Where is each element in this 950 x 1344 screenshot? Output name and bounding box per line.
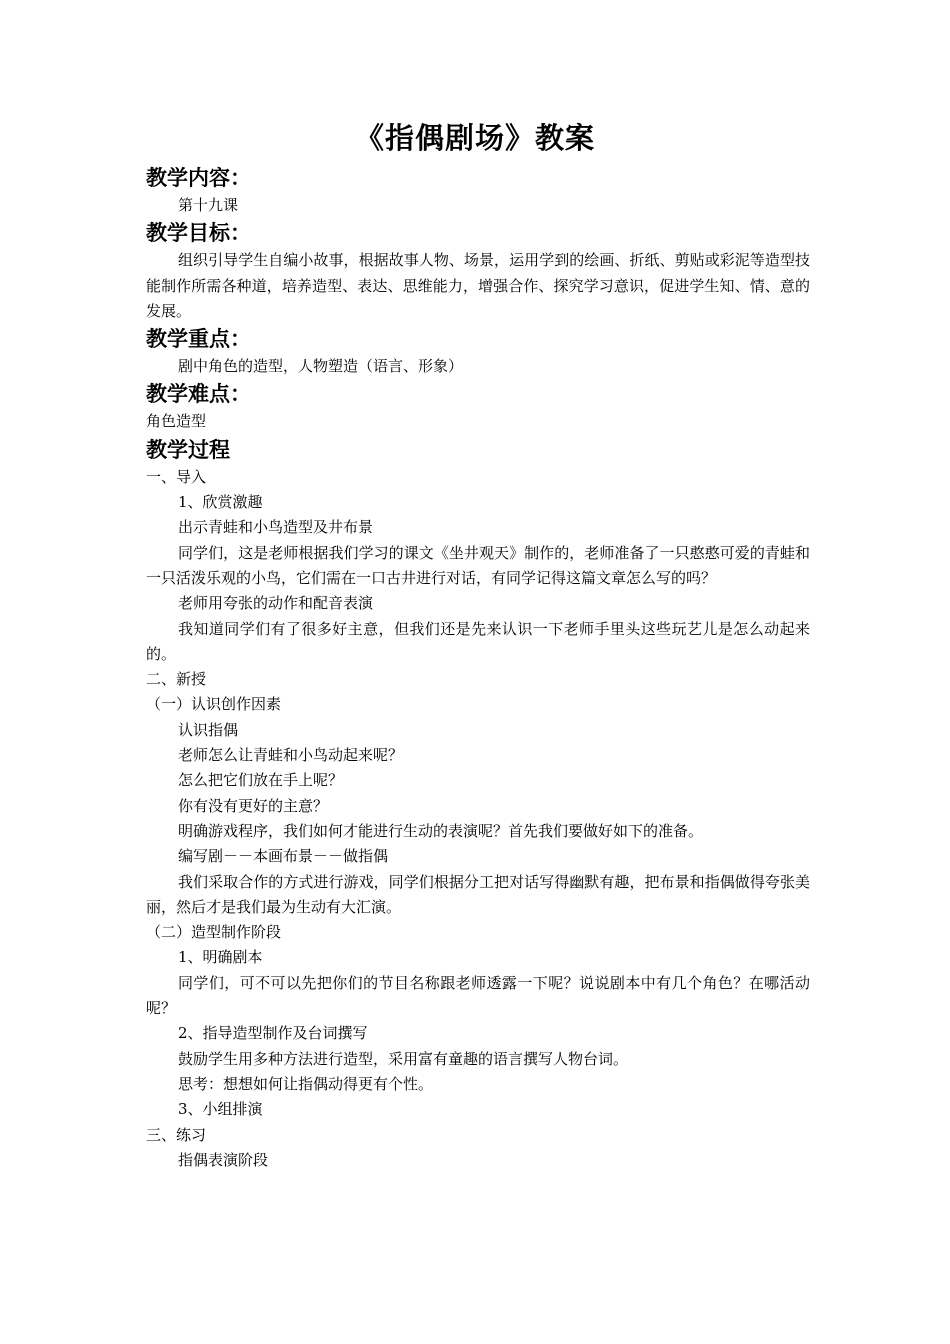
process-line: 思考：想想如何让指偶动得更有个性。 <box>178 1074 434 1093</box>
heading-teaching-content: 教学内容： <box>146 166 251 190</box>
process-line: 1、欣赏激趣 <box>178 493 263 512</box>
heading-key-point: 教学重点： <box>146 327 251 352</box>
document-title: 《指偶剧场》教案 <box>354 121 595 155</box>
process-line: 同学们，可不可以先把你们的节目名称跟老师透露一下呢？说说剧本中有几个角色？在哪活动呢？ <box>146 973 810 1018</box>
document-body <box>146 163 810 1173</box>
process-line: 我知道同学们有了很多好主意，但我们还是先来认识一下老师手里头这些玩艺儿是怎么动起来的。 <box>146 619 810 663</box>
process-line: 明确游戏程序，我们如何才能进行生动的表演呢？首先我们要做好如下的准备。 <box>178 821 704 840</box>
process-line: 出示青蛙和小鸟造型及井布景 <box>178 518 374 537</box>
process-line: 编写剧－－本画布景－－做指偶 <box>178 847 389 866</box>
process-line: 我们采取合作的方式进行游戏，同学们根据分工把对话写得幽默有趣，把布景和指偶做得夸张美丽，然后才是我们最为生动有大汇演。 <box>146 872 810 916</box>
process-line: 怎么把它们放在手上呢？ <box>178 771 344 790</box>
heading-teaching-goal: 教学目标： <box>146 221 251 246</box>
process-line: 你有没有更好的主意？ <box>178 796 329 815</box>
teaching-goal-text: 组织引导学生自编小故事，根据故事人物、场景，运用学到的绘画、折纸、剪贴或彩泥等造型技能制作所需各种道，培养造型、表达、思维能力，增强合作、探究学习意识，促进学生知、情、意的发展。 <box>146 251 810 320</box>
process-line: 指偶表演阶段 <box>178 1150 269 1169</box>
process-line: 3、小组排演 <box>178 1100 263 1119</box>
difficulty-text: 角色造型 <box>146 412 207 431</box>
process-line: （二）造型制作阶段 <box>146 923 282 942</box>
key-point-text: 剧中角色的造型，人物塑造（语言、形象） <box>178 357 464 376</box>
process-line: （一）认识创作因素 <box>146 695 282 714</box>
process-line: 2、指导造型制作及台词撰写 <box>178 1024 368 1043</box>
process-line: 鼓励学生用多种方法进行造型，采用富有童趣的语言撰写人物台词。 <box>178 1049 629 1068</box>
process-line: 老师怎么让青蛙和小鸟动起来呢？ <box>178 746 404 765</box>
process-line: 二、新授 <box>146 670 207 689</box>
process-line: 同学们，这是老师根据我们学习的课文《坐井观天》制作的，老师准备了一只憨憨可爱的青蛙和一只活泼乐观的小鸟，它们需在一口古井进行对话，有同学记得这篇文章怎么写的吗？ <box>146 543 810 587</box>
heading-teaching-process: 教学过程 <box>146 437 230 462</box>
process-line: 1、明确剧本 <box>178 948 263 967</box>
process-line: 一、导入 <box>146 467 207 486</box>
heading-difficulty: 教学难点： <box>146 382 251 407</box>
teaching-content-text: 第十九课 <box>178 196 239 214</box>
process-line: 认识指偶 <box>178 720 239 739</box>
process-line: 老师用夸张的动作和配音表演 <box>178 594 374 613</box>
process-line: 三、练习 <box>146 1125 207 1144</box>
